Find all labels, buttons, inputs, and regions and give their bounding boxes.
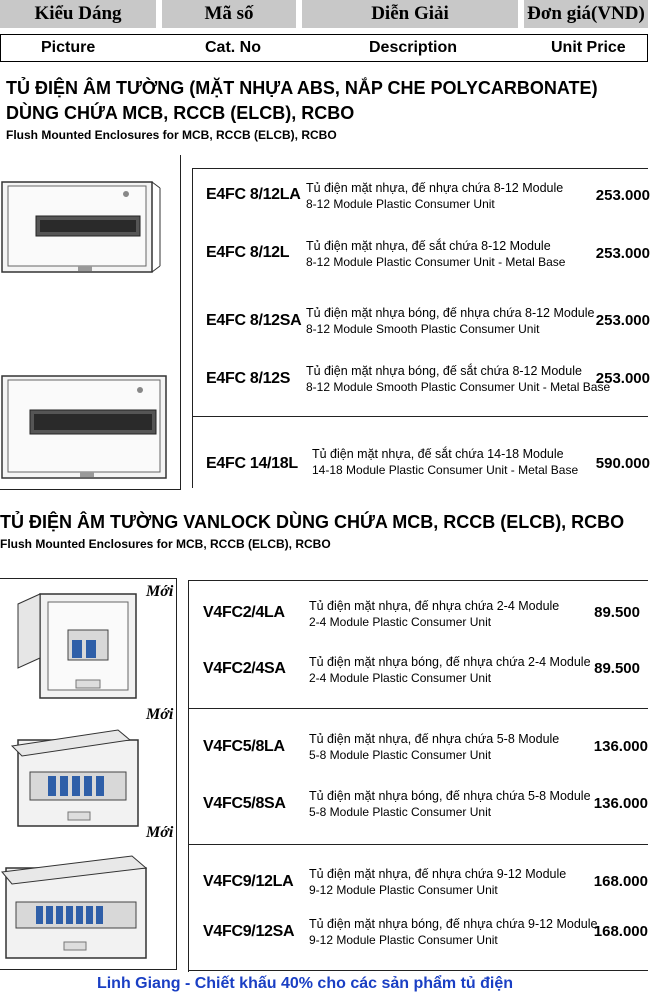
product-code: V4FC5/8LA xyxy=(203,738,285,755)
description-en: 9-12 Module Plastic Consumer Unit xyxy=(309,883,498,897)
subheader-row xyxy=(0,34,648,62)
product-price: 168.000 xyxy=(593,923,648,940)
description-vi: Tủ điện mặt nhựa bóng, đế nhựa chứa 9-12 Module xyxy=(309,917,598,931)
product-description xyxy=(306,363,610,395)
product-code: V4FC2/4SA xyxy=(203,660,286,677)
product-description xyxy=(306,180,563,212)
vanlock-enclosure-image-2-4 xyxy=(10,588,140,708)
product-price: 253.000 xyxy=(595,370,650,387)
product-code: E4FC 8/12SA xyxy=(206,312,302,329)
section1-divider xyxy=(192,416,648,417)
product-price: 136.000 xyxy=(593,738,648,755)
description-en: 8-12 Module Smooth Plastic Consumer Unit xyxy=(306,322,540,336)
description-vi: Tủ điện mặt nhựa bóng, đế nhựa chứa 8-12 Module xyxy=(306,306,595,320)
description-en: 8-12 Module Plastic Consumer Unit xyxy=(306,197,495,211)
new-badge: Mới xyxy=(146,706,174,723)
description-vi: Tủ điện mặt nhựa bóng, đế sắt chứa 8-12 Module xyxy=(306,364,582,378)
section2-title: TỦ ĐIỆN ÂM TƯỜNG VANLOCK DÙNG CHỨA MCB, RCCB (ELCB), RCBO xyxy=(0,512,625,532)
product-price: 253.000 xyxy=(595,187,650,204)
product-description xyxy=(309,598,559,630)
section2-table-frame xyxy=(188,580,189,972)
description-vi: Tủ điện mặt nhựa, đế sắt chứa 8-12 Module xyxy=(306,239,551,253)
product-price: 253.000 xyxy=(595,312,650,329)
section2-picture-bottom xyxy=(0,969,177,970)
section2-picture-frame xyxy=(176,578,177,970)
product-price: 253.000 xyxy=(595,245,650,262)
product-code: E4FC 8/12L xyxy=(206,244,290,261)
product-code: V4FC9/12LA xyxy=(203,873,294,890)
section1-title-line2: DÙNG CHỨA MCB, RCCB (ELCB), RCBO xyxy=(6,103,355,123)
description-vi: Tủ điện mặt nhựa bóng, đế nhựa chứa 5-8 Module xyxy=(309,789,591,803)
section2-table-bottom xyxy=(188,970,648,971)
description-en: 8-12 Module Smooth Plastic Consumer Unit - Metal Base xyxy=(306,380,611,394)
description-en: 14-18 Module Plastic Consumer Unit - Metal Base xyxy=(312,463,579,477)
product-code: V4FC2/4LA xyxy=(203,604,285,621)
product-price: 590.000 xyxy=(595,455,650,472)
header-code: Mã số xyxy=(162,0,296,28)
product-code: E4FC 14/18L xyxy=(206,455,298,472)
vanlock-enclosure-image-5-8 xyxy=(8,726,142,830)
product-description xyxy=(309,916,597,948)
vanlock-enclosure-image-9-12 xyxy=(0,850,150,962)
section1-title-line1: TỦ ĐIỆN ÂM TƯỜNG (MẶT NHỰA ABS, NẮP CHE POLYCARBONATE) xyxy=(6,78,598,98)
product-code: V4FC5/8SA xyxy=(203,795,286,812)
description-vi: Tủ điện mặt nhựa, đế nhựa chứa 8-12 Module xyxy=(306,181,564,195)
subheader-picture: Picture xyxy=(41,39,96,56)
section1-table-top xyxy=(192,168,648,169)
description-en: 2-4 Module Plastic Consumer Unit xyxy=(309,615,492,629)
description-en: 9-12 Module Plastic Consumer Unit xyxy=(309,933,498,947)
section2-divider xyxy=(188,844,648,845)
discount-footer: Linh Giang - Chiết khấu 40% cho các sản phẩm tủ điện xyxy=(96,975,514,992)
product-price: 168.000 xyxy=(593,873,648,890)
header-desc: Diễn Giải xyxy=(302,0,518,28)
section2-picture-top xyxy=(0,578,176,579)
product-description xyxy=(306,238,565,270)
section1-subtitle: Flush Mounted Enclosures for MCB, RCCB (ELCB), RCBO xyxy=(6,128,337,142)
section1-picture-bottom xyxy=(0,489,181,490)
section1-picture-frame xyxy=(180,155,181,490)
product-price: 136.000 xyxy=(593,795,648,812)
description-en: 5-8 Module Plastic Consumer Unit xyxy=(309,805,492,819)
description-en: 5-8 Module Plastic Consumer Unit xyxy=(309,748,492,762)
description-vi: Tủ điện mặt nhựa, đế sắt chứa 14-18 Module xyxy=(312,447,564,461)
product-description xyxy=(309,788,591,820)
product-description xyxy=(306,305,594,337)
new-badge: Mới xyxy=(146,824,174,841)
product-code: E4FC 8/12S xyxy=(206,370,291,387)
header-price: Đơn giá(VND) xyxy=(524,0,648,28)
description-vi: Tủ điện mặt nhựa bóng, đế nhựa chứa 2-4 Module xyxy=(309,655,591,669)
product-description xyxy=(309,654,591,686)
section2-subtitle: Flush Mounted Enclosures for MCB, RCCB (ELCB), RCBO xyxy=(0,537,331,551)
product-code: E4FC 8/12LA xyxy=(206,186,301,203)
subheader-catno: Cat. No xyxy=(205,39,261,56)
new-badge: Mới xyxy=(146,583,174,600)
description-en: 8-12 Module Plastic Consumer Unit - Metal Base xyxy=(306,255,566,269)
section2-table-top xyxy=(188,580,648,581)
product-description xyxy=(309,866,566,898)
description-en: 2-4 Module Plastic Consumer Unit xyxy=(309,671,492,685)
product-description xyxy=(309,731,559,763)
header-style: Kiểu Dáng xyxy=(0,0,156,28)
description-vi: Tủ điện mặt nhựa, đế nhựa chứa 5-8 Module xyxy=(309,732,560,746)
product-code: V4FC9/12SA xyxy=(203,923,295,940)
description-vi: Tủ điện mặt nhựa, đế nhựa chứa 9-12 Module xyxy=(309,867,567,881)
enclosure-image-8-12 xyxy=(0,180,178,280)
description-vi: Tủ điện mặt nhựa, đế nhựa chứa 2-4 Module xyxy=(309,599,560,613)
section2-divider xyxy=(188,708,648,709)
product-price: 89.500 xyxy=(594,604,640,621)
product-price: 89.500 xyxy=(594,660,640,677)
subheader-description: Description xyxy=(369,39,458,56)
product-description xyxy=(312,446,578,478)
enclosure-image-14-18 xyxy=(0,372,178,487)
section1-table-frame xyxy=(192,168,193,488)
subheader-unit-price: Unit Price xyxy=(551,39,626,56)
